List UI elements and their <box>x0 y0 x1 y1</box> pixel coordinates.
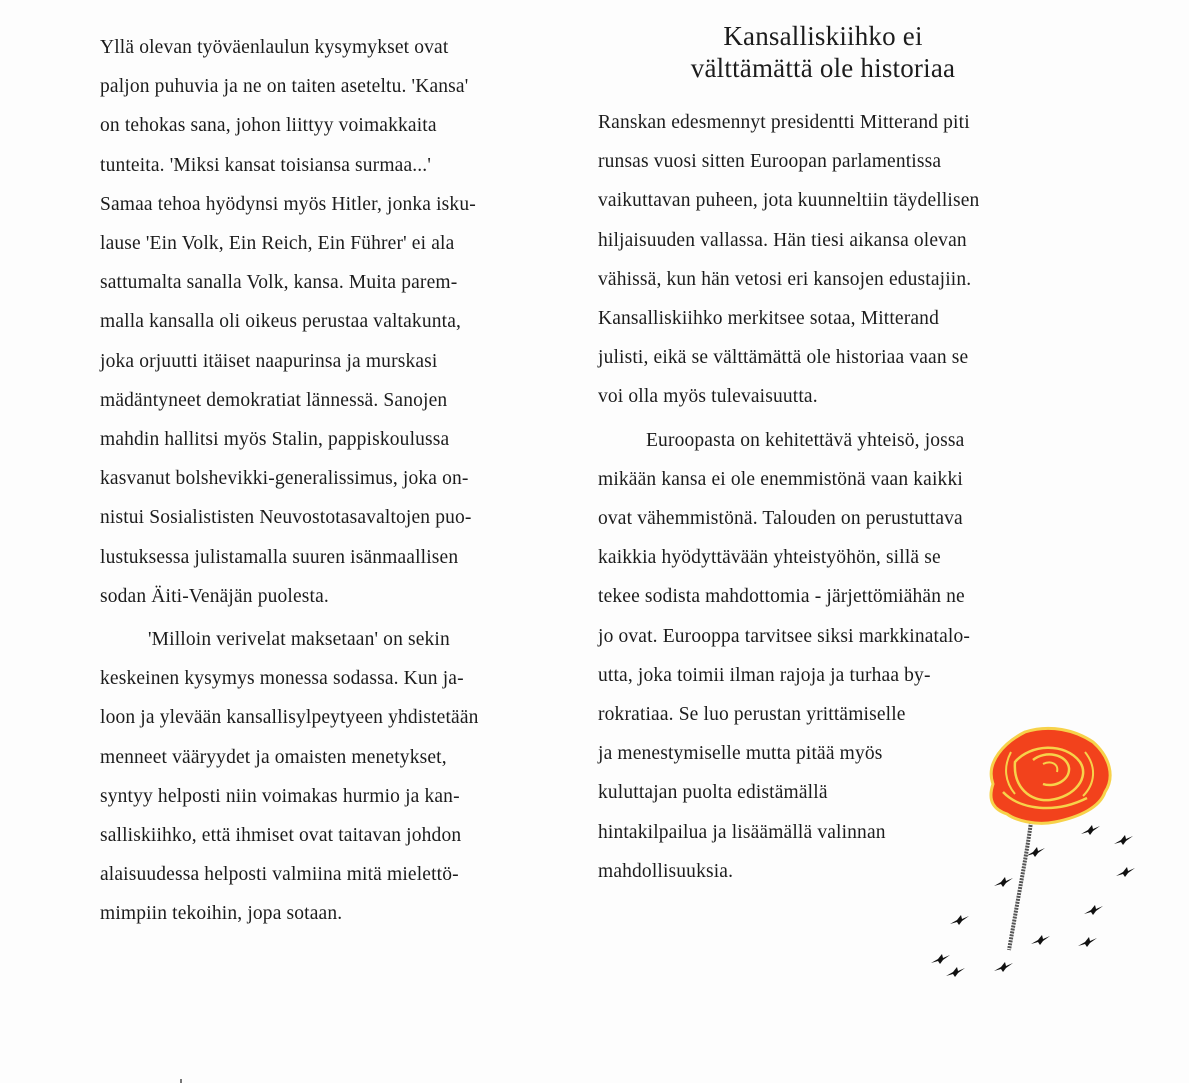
text-line: mikään kansa ei ole enemmistönä vaan kaikki <box>598 468 963 490</box>
text-line: Samaa tehoa hyödynsi myös Hitler, jonka isku- <box>100 193 476 215</box>
star-icon <box>994 962 1013 972</box>
text-line: kuluttajan puolta edistämällä <box>598 782 828 804</box>
text-line: ja menestymiselle mutta pitää myös <box>598 743 883 765</box>
stars-circle <box>931 825 1135 977</box>
text-line: 'Milloin verivelat maksetaan' on sekin <box>148 629 450 650</box>
star-icon <box>1031 935 1050 945</box>
text-line: menneet vääryydet ja omaisten menetykset, <box>100 746 447 768</box>
text-line: salliskiihko, että ihmiset ovat taitavan johdon <box>100 825 462 846</box>
text-line: hintakilpailua ja lisäämällä valinnan <box>598 821 886 843</box>
star-icon <box>1116 867 1135 877</box>
text-line: hiljaisuuden vallassa. Hän tiesi aikansa olevan <box>598 229 967 251</box>
text-line: lause 'Ein Volk, Ein Reich, Ein Führer' ei ala <box>100 233 455 254</box>
text-line: malla kansalla oli oikeus perustaa valtakunta, <box>100 311 462 333</box>
text-line: sodan Äiti-Venäjän puolesta. <box>100 585 329 607</box>
text-line: kasvanut bolshevikki-generalissimus, joka on- <box>100 468 469 490</box>
text-line: Yllä olevan työväenlaulun kysymykset ovat <box>100 37 449 58</box>
text-line: tekee sodista mahdottomia - järjettömiähän ne <box>598 586 965 608</box>
text-line: vaikuttavan puheen, jota kuunneltiin täydellisen <box>598 190 980 212</box>
text-line: loon ja ylevään kansallisylpeytyeen yhdistetään <box>100 707 479 729</box>
text-line: vähissä, kun hän vetosi eri kansojen edustajiin. <box>598 268 972 290</box>
text-line: on tehokas sana, johon liittyy voimakkaita <box>100 115 437 137</box>
text-line: Kansalliskiihko merkitsee sotaa, Mitterand <box>598 308 939 329</box>
star-icon <box>1084 905 1103 915</box>
text-line: mahdollisuuksia. <box>598 860 734 882</box>
text-line: julisti, eikä se välttämättä ole historiaa vaan se <box>598 347 969 369</box>
star-icon <box>1114 835 1133 845</box>
text-line: ovat vähemmistönä. Talouden on perustuttava <box>598 508 963 529</box>
text-line: runsas vuosi sitten Euroopan parlamentissa <box>598 151 942 173</box>
text-line: sattumalta sanalla Volk, kansa. Muita parem- <box>100 272 458 294</box>
star-icon <box>946 967 965 977</box>
text-line: utta, joka toimii ilman rajoja ja turhaa by- <box>598 664 931 686</box>
text-line: tunteita. 'Miksi kansat toisiansa surmaa...' <box>100 154 431 176</box>
text-line: joka orjuutti itäiset naapurinsa ja murskasi <box>100 350 438 372</box>
text-line: rokratiaa. Se luo perustan yrittämiselle <box>598 704 906 725</box>
rose-stem <box>1009 822 1031 950</box>
text-line: mädäntyneet demokratiat lännessä. Sanojen <box>100 389 448 411</box>
text-line: Euroopasta on kehitettävä yhteisö, jossa <box>646 429 965 451</box>
star-icon <box>1078 937 1097 947</box>
article-heading-line-2: välttämättä ole historiaa <box>690 53 956 83</box>
text-line: voi olla myös tulevaisuutta. <box>598 386 818 408</box>
text-line: Ranskan edesmennyt presidentti Mitterand piti <box>598 112 970 133</box>
text-line: syntyy helposti niin voimakas hurmio ja kan- <box>100 785 460 807</box>
text-line: kaikkia hyödyttävään yhteistyöhön, sillä se <box>598 547 941 569</box>
text-line: nistui Sosialististen Neuvostotasavaltojen puo- <box>100 507 472 529</box>
text-line: alaisuudessa helposti valmiina mitä mielettö- <box>100 864 459 886</box>
star-icon <box>1026 847 1045 857</box>
text-line: paljon puhuvia ja ne on taiten aseteltu. 'Kansa' <box>100 76 469 98</box>
article-heading-line-1: Kansalliskiihko ei <box>723 21 923 51</box>
text-line: mimpiin tekoihin, jopa sotaan. <box>100 903 343 925</box>
text-line: keskeinen kysymys monessa sodassa. Kun ja- <box>100 668 464 690</box>
star-icon <box>994 877 1013 887</box>
text-line: jo ovat. Eurooppa tarvitsee siksi markkinatalo- <box>598 625 971 647</box>
rose-bloom <box>991 728 1110 823</box>
text-line: mahdin hallitsi myös Stalin, pappiskoulussa <box>100 429 450 450</box>
rose-with-stars-icon <box>915 722 1145 977</box>
star-icon <box>1081 825 1100 835</box>
scan-speck <box>180 1079 182 1083</box>
text-line: lustuksessa julistamalla suuren isänmaallisen <box>100 546 459 568</box>
star-icon <box>950 915 969 925</box>
star-icon <box>931 954 950 964</box>
